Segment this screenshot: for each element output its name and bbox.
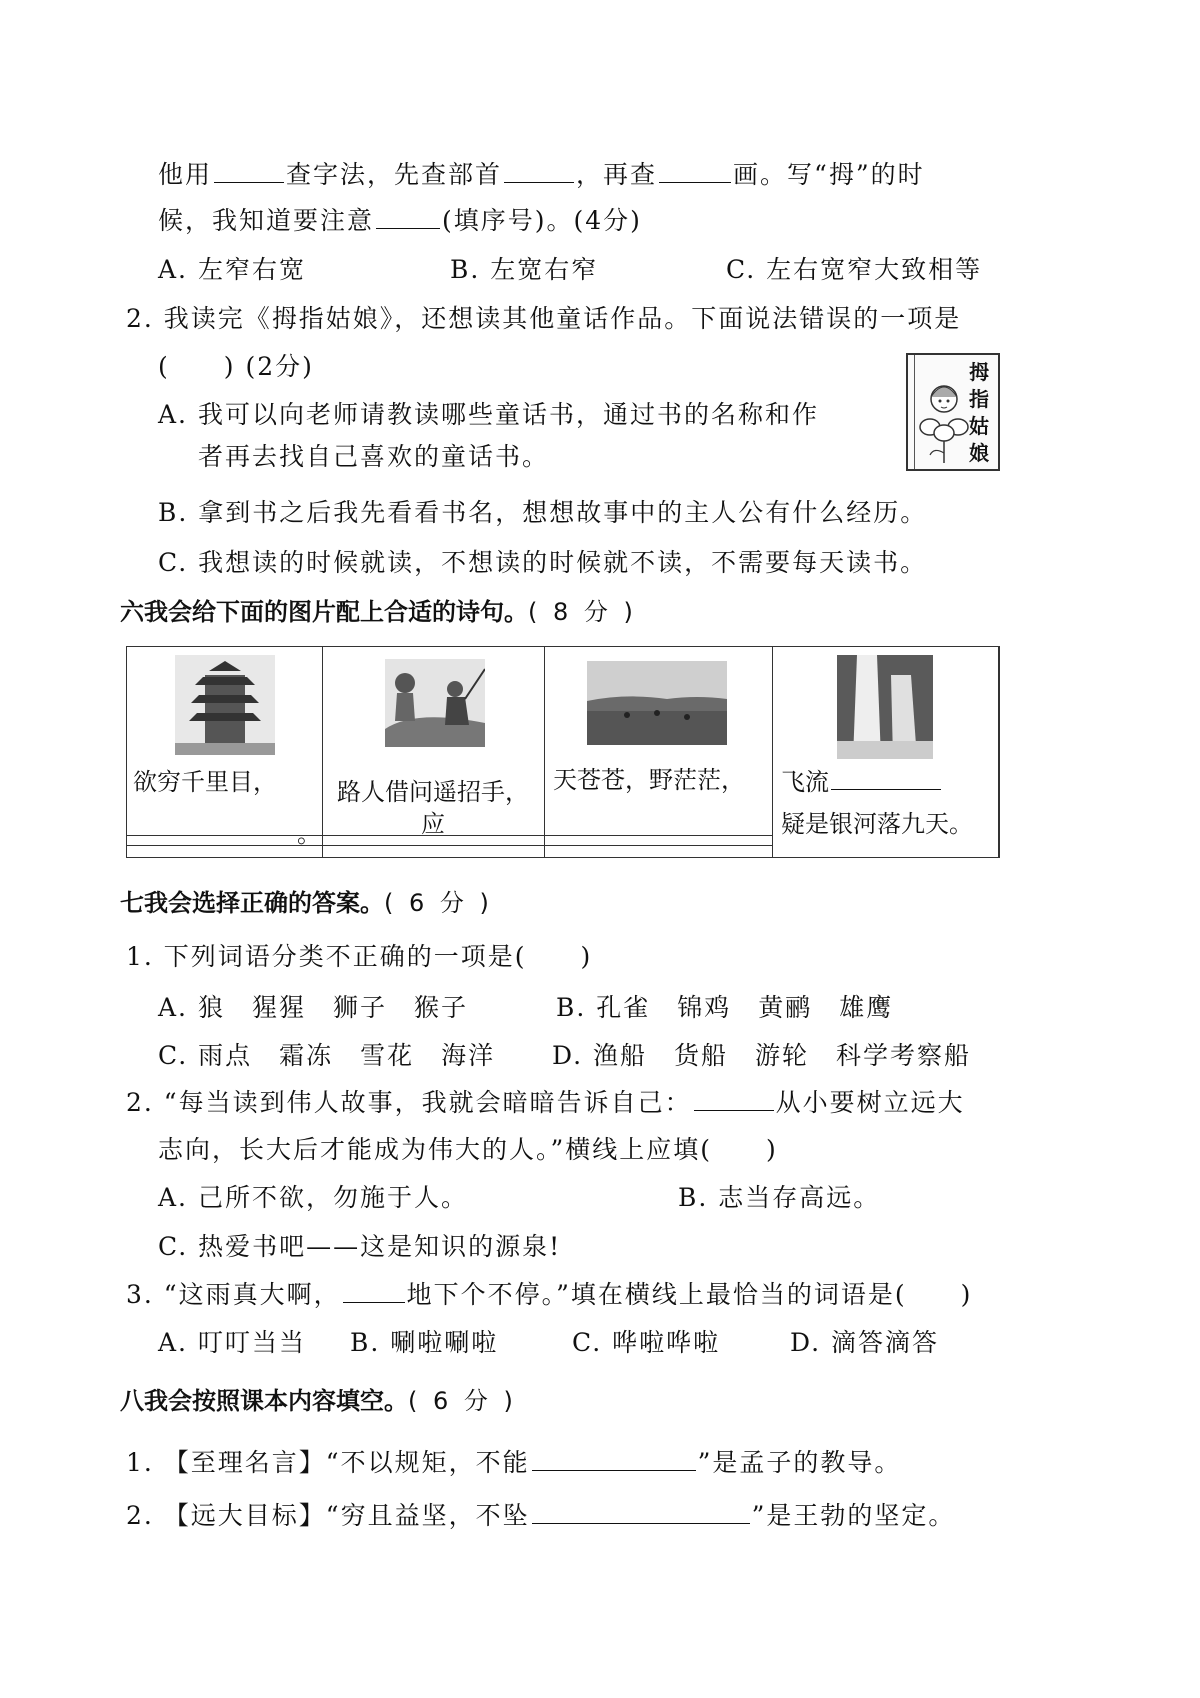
option-c[interactable]: C. 热爱书吧——这是知识的源泉!	[158, 1232, 562, 1261]
section-title: 七我会选择正确的答案。	[120, 889, 384, 917]
section-6-heading	[120, 595, 637, 629]
answer-blank[interactable]	[694, 1090, 774, 1111]
book-title: 拇指姑娘	[969, 360, 989, 465]
book-illustration	[906, 353, 1000, 471]
answer-blank[interactable]	[532, 1450, 696, 1471]
option-b[interactable]: B. 唰啦唰啦	[350, 1328, 499, 1357]
q5-line-1	[158, 158, 925, 192]
waterfall-image	[837, 655, 933, 759]
text: 2. “每当读到伟人故事，我就会暗暗告诉自己：	[126, 1088, 692, 1117]
question-2-cont: 志向，长大后才能成为伟大的人。”横线上应填( )	[158, 1135, 778, 1164]
poem-line: 应	[421, 810, 445, 838]
option-c[interactable]: C. 我想读的时候就读，不想读的时候就不读，不需要每天读书。	[158, 548, 928, 577]
table-cell	[323, 647, 545, 857]
section-7-heading	[120, 886, 493, 920]
answer-blank[interactable]	[504, 162, 574, 183]
question-1: 1. 下列词语分类不正确的一项是( )	[126, 942, 593, 971]
poem-line: 疑是银河落九天。	[781, 810, 973, 838]
book-spine	[914, 355, 915, 469]
option-c[interactable]: C. 雨点 霜冻 雪花 海洋	[158, 1041, 496, 1070]
poem-line-with-blank	[781, 765, 943, 799]
section-title: 八我会按照课本内容填空。	[120, 1387, 408, 1415]
picture-poem-table	[126, 646, 1000, 858]
option-b[interactable]: B. 左宽右窄	[450, 255, 599, 284]
option-a[interactable]: A. 左窄右宽	[158, 255, 306, 284]
fill-question-1	[126, 1446, 901, 1480]
question-2-answer-bracket[interactable]: ( ) (2分)	[158, 352, 314, 381]
text: 从小要树立远大	[775, 1088, 965, 1117]
option-d[interactable]: D. 渔船 货船 游轮 科学考察船	[552, 1041, 972, 1070]
fishing-child-image	[385, 659, 485, 747]
poem-line: 欲穷千里目，	[133, 768, 277, 796]
text: ”是孟子的教导。	[697, 1448, 902, 1477]
fill-question-2	[126, 1499, 955, 1533]
option-c[interactable]: C. 左右宽窄大致相等	[726, 255, 983, 284]
answer-blank[interactable]	[659, 162, 731, 183]
text: 1. 【至理名言】“不以规矩，不能	[126, 1448, 530, 1477]
text: 他用	[158, 160, 213, 189]
section-points: ( 8 分 )	[528, 598, 637, 626]
table-row-divider	[127, 835, 773, 836]
poem-line: 天苍苍，野茫茫，	[553, 766, 745, 794]
option-b[interactable]: B. 拿到书之后我先看看书名，想想故事中的主人公有什么经历。	[158, 498, 928, 527]
text: 地下个不停。”填在横线上最恰当的词语是( )	[406, 1280, 973, 1309]
poem-text: 飞流	[781, 768, 829, 796]
option-a[interactable]: A. 狼 猩猩 狮子 猴子	[158, 993, 468, 1022]
option-b[interactable]: B. 孔雀 锦鸡 黄鹂 雄鹰	[556, 993, 894, 1022]
text: ，再查	[576, 160, 658, 189]
section-title: 六我会给下面的图片配上合适的诗句。	[120, 598, 528, 626]
text: ”是王勃的坚定。	[751, 1501, 956, 1530]
answer-blank[interactable]	[831, 769, 941, 790]
poem-line: 路人借问遥招手，	[337, 778, 529, 806]
option-c[interactable]: C. 哗啦哗啦	[572, 1328, 721, 1357]
option-b[interactable]: B. 志当存高远。	[678, 1183, 881, 1212]
section-points: ( 6 分 )	[408, 1387, 517, 1415]
table-cell	[545, 647, 773, 857]
question-3	[126, 1278, 972, 1312]
answer-blank[interactable]	[214, 162, 284, 183]
text: 画。写“拇”的时	[733, 160, 925, 189]
grassland-image	[587, 661, 727, 745]
answer-blank[interactable]	[532, 1503, 750, 1524]
text: (填序号)。(4分)	[442, 206, 642, 235]
table-cell	[127, 647, 323, 857]
option-a[interactable]: A. 己所不欲，勿施于人。	[158, 1183, 468, 1212]
option-a-cont: 者再去找自己喜欢的童话书。	[198, 442, 550, 471]
section-points: ( 6 分 )	[384, 889, 493, 917]
question-2	[126, 1086, 965, 1120]
option-a[interactable]: A. 叮叮当当	[158, 1328, 306, 1357]
q5-line-2	[158, 204, 642, 238]
question-2: 2. 我读完《拇指姑娘》，还想读其他童话作品。下面说法错误的一项是	[126, 304, 962, 333]
text: 2. 【远大目标】“穷且益坚，不坠	[126, 1501, 530, 1530]
text: 查字法，先查部首	[286, 160, 503, 189]
tower-image	[175, 655, 275, 755]
table-row-divider	[127, 845, 773, 846]
section-8-heading	[120, 1384, 517, 1418]
poem-blank-end[interactable]: 。	[297, 820, 321, 848]
option-a[interactable]: A. 我可以向老师请教读哪些童话书，通过书的名称和作	[158, 400, 819, 429]
answer-blank[interactable]	[343, 1282, 405, 1303]
table-cell	[773, 647, 999, 857]
text: 候，我知道要注意	[158, 206, 375, 235]
text: 3. “这雨真大啊，	[126, 1280, 341, 1309]
option-d[interactable]: D. 滴答滴答	[790, 1328, 940, 1357]
answer-blank[interactable]	[376, 208, 440, 229]
